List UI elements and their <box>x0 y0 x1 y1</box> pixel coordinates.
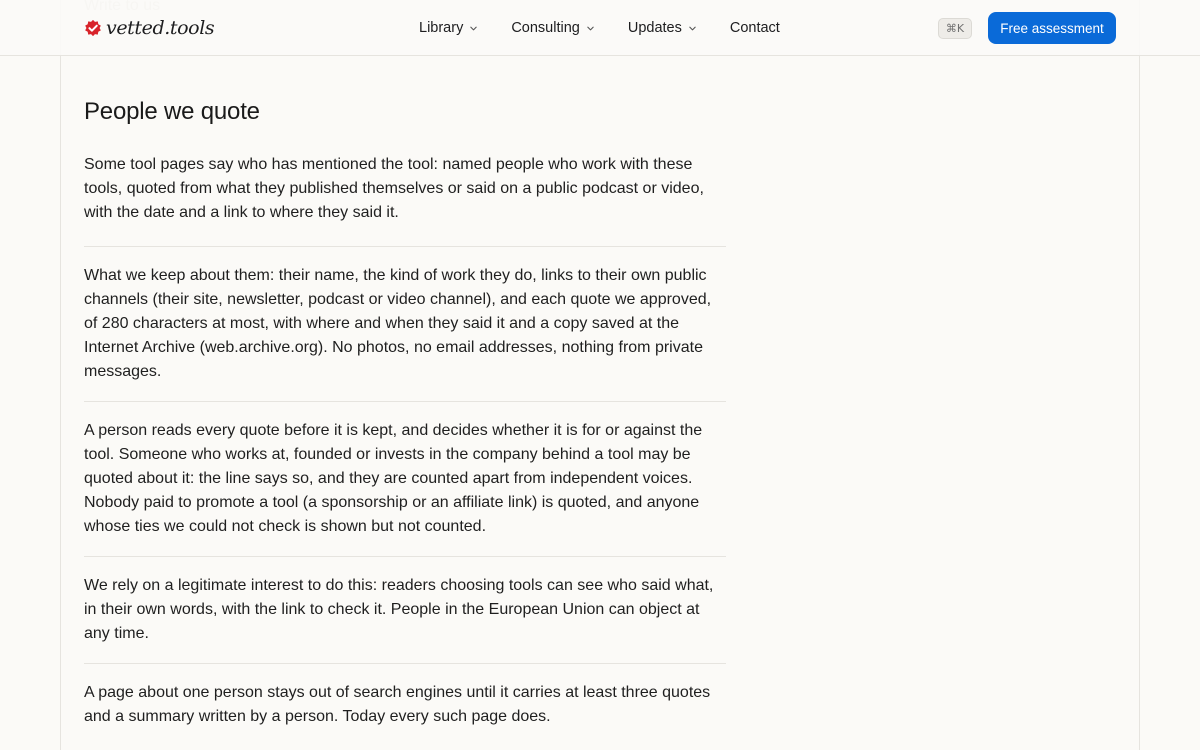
main-nav <box>419 0 813 56</box>
nav-consulting[interactable] <box>511 20 595 36</box>
logo-link[interactable] <box>84 15 214 41</box>
logo-text: vetted.tools <box>106 17 215 39</box>
paragraph-intro: Some tool pages say who has mentioned the tool: named people who work with these tools, quoted from what they published themselves or said on a public podcast or video, with the date and a link to where they said it. <box>84 156 704 221</box>
check-badge-icon <box>84 19 102 37</box>
nav-updates-label: Updates <box>627 20 682 36</box>
paragraph-legal-basis: We rely on a legitimate interest to do this: readers choosing tools can see who said what, in their own words, with the link to check it. People in the European Union can object at any time. <box>84 556 726 663</box>
free-assessment-button[interactable]: Free assessment <box>988 12 1116 44</box>
nav-library[interactable] <box>419 20 478 36</box>
site-header <box>0 0 1200 56</box>
chevron-down-icon <box>586 24 595 33</box>
main-content <box>84 98 726 729</box>
paragraph-data-kept: What we keep about them: their name, the kind of work they do, links to their own public channels (their site, newsletter, podcast or video channel), and each quote we approved, of 280 characters at most, with where and when they said it and a copy saved at the Internet Archive (web.archive.org). No photos, no email addresses, nothing from private messages. <box>84 246 726 401</box>
paragraph-search-engines: A page about one person stays out of search engines until it carries at least three quotes and a summary written by a person. Today every such page does. <box>84 663 726 729</box>
nav-consulting-label: Consulting <box>511 20 580 36</box>
nav-contact[interactable] <box>730 20 780 36</box>
chevron-down-icon <box>469 24 478 33</box>
section-title: People we quote <box>84 98 260 125</box>
nav-contact-label: Contact <box>729 20 780 36</box>
nav-updates[interactable] <box>628 20 697 36</box>
paragraph-review: A person reads every quote before it is kept, and decides whether it is for or against the tool. Someone who works at, founded or invests in the company behind a tool may be quoted about it: the line says so, and they are counted apart from independent voices. Nobody paid to promote a tool (a sponsorship or an affiliate link) is quoted, and anyone whose ties we could not check is shown but not counted. <box>84 401 726 556</box>
search-shortcut-button[interactable]: ⌘K <box>938 18 972 39</box>
chevron-down-icon <box>688 24 697 33</box>
nav-library-label: Library <box>419 20 464 36</box>
